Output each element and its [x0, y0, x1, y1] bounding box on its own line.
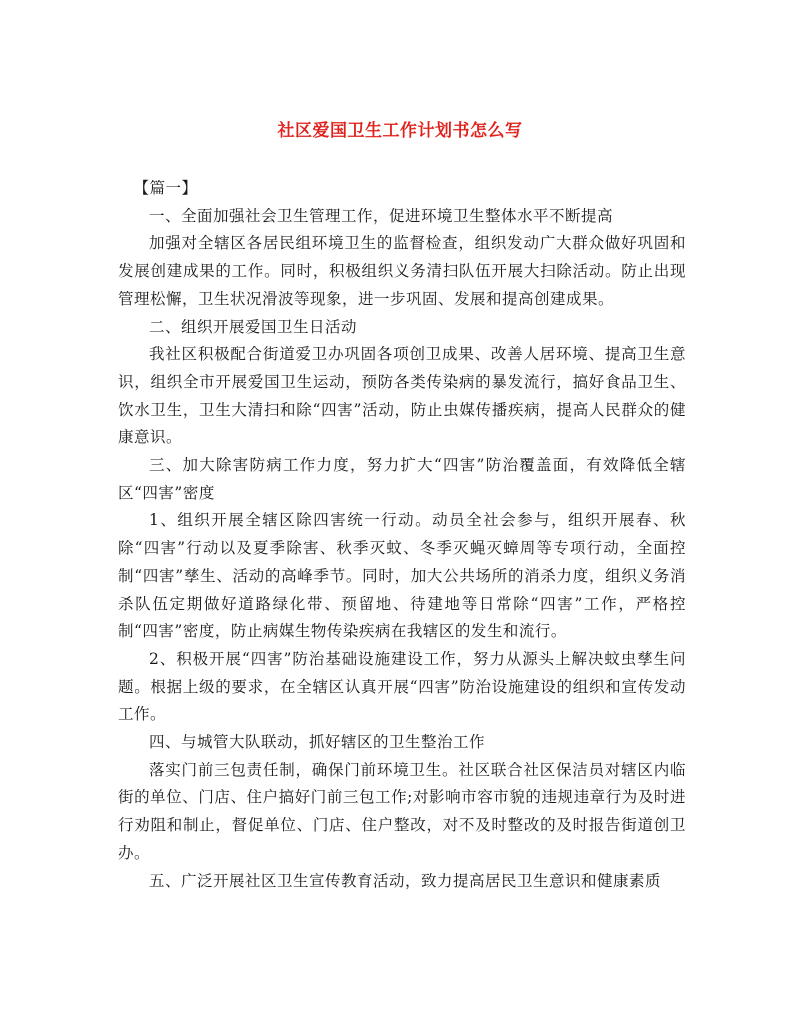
paragraph: 加强对全辖区各居民组环境卫生的监督检查，组织发动广大群众做好巩固和发展创建成果的工作。同时，积极组织义务清扫队伍开展大扫除活动。防止出现管理松懈，卫生状况滑波等现象，进一步巩固、发展和提高创建成果。: [118, 234, 686, 308]
heading-2: 二、组织开展爱国卫生日活动: [149, 317, 358, 336]
paragraph: 我社区积极配合街道爱卫办巩固各项创卫成果、改善人居环境、提高卫生意识，组织全市开展爱国卫生运动，预防各类传染病的暴发流行，搞好食品卫生、饮水卫生，卫生大清扫和除“四害”活动，防止虫媒传播疾病，提高人民群众的健康意识。: [118, 345, 686, 447]
heading-3: 三、加大除害防病工作力度，努力扩大“四害”防治覆盖面，有效降低全辖区“四害”密度: [118, 456, 686, 502]
paragraph: 2、积极开展“四害”防治基础设施建设工作，努力从源头上解决蚊虫孳生问题。根据上级的要求，在全辖区认真开展“四害”防治设施建设的组织和宣传发动工作。: [118, 649, 686, 724]
document-body: [118, 175, 686, 895]
section-label: 【篇一】: [133, 179, 198, 197]
paragraph: 1、组织开展全辖区除四害统一行动。动员全社会参与，组织开展春、秋除“四害”行动以及夏季除害、秋季灭蚊、冬季灭蝇灭蟑周等专项行动，全面控制“四害”孳生、活动的高峰季节。同时，加大公共场所的消杀力度，组织义务消杀队伍定期做好道路绿化带、预留地、待建地等日常除“四害”工作，严格控制“四害”密度，防止病媒生物传染疾病在我辖区的发生和流行。: [118, 511, 686, 641]
heading-5: 五、广泛开展社区卫生宣传教育活动，致力提高居民卫生意识和健康素质: [149, 871, 662, 890]
paragraph: 落实门前三包责任制，确保门前环境卫生。社区联合社区保洁员对辖区内临街的单位、门店、住户搞好门前三包工作;对影响市容市貌的违规违章行为及时进行劝阻和制止，督促单位、门店、住户整改，对不及时整改的及时报告街道创卫办。: [118, 760, 686, 862]
heading-1: 一、全面加强社会卫生管理工作，促进环境卫生整体水平不断提高: [149, 206, 614, 225]
document-title: 社区爱国卫生工作计划书怎么写: [277, 121, 523, 141]
heading-4: 四、与城管大队联动，抓好辖区的卫生整治工作: [149, 733, 486, 752]
